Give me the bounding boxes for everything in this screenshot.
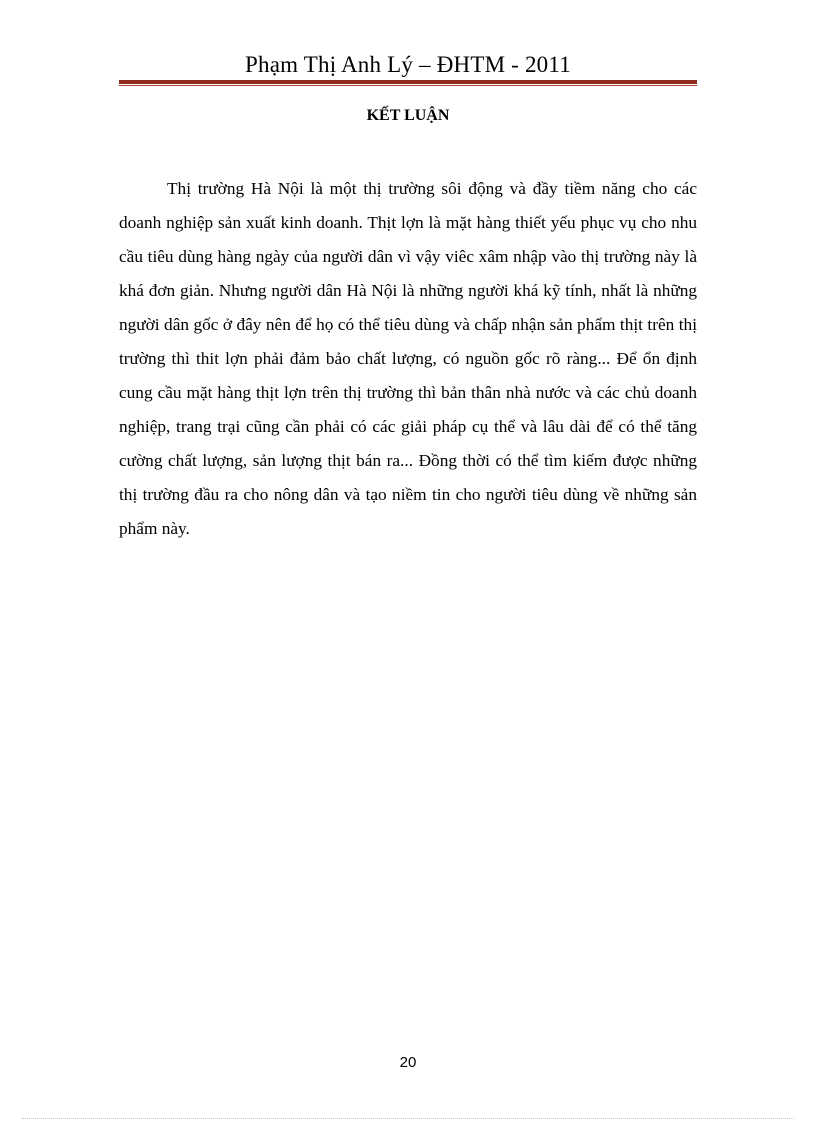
section-title: KẾT LUẬN bbox=[366, 107, 450, 124]
header-rule-thin bbox=[119, 85, 697, 86]
header-rule bbox=[119, 80, 697, 84]
page-bottom-divider bbox=[22, 1118, 794, 1119]
conclusion-paragraph: Thị trường Hà Nội là một thị trường sôi động và đầy tiềm năng cho các doanh nghiệp sản xuất kinh doanh. Thịt lợn là mặt hàng thiết yếu phục vụ cho nhu cầu tiêu dùng hàng ngày của người dân vì vậy viêc xâm nhập vào thị trường này là khá đơn giản. Nhưng người dân Hà Nội là những người khá kỹ tính, nhất là những người dân gốc ở đây nên để họ có thể tiêu dùng và chấp nhận sản phẩm thịt trên thị trường thì thit lợn phải đảm bảo chất lượng, có nguồn gốc rõ ràng... Để ổn định cung cầu mặt hàng thịt lợn trên thị trường thì bản thân nhà nước và các chủ doanh nghiệp, trang trại cũng cần phải có các giải pháp cụ thể và lâu dài để có thể tăng cường chất lượng, sản lượng thịt bán ra... Đồng thời có thể tìm kiếm được những thị trường đầu ra cho nông dân và tạo niềm tin cho người tiêu dùng về những sản phẩm này. bbox=[119, 179, 697, 538]
page-number: 20 bbox=[399, 1054, 417, 1071]
running-header: Phạm Thị Anh Lý – ĐHTM - 2011 bbox=[245, 52, 571, 77]
